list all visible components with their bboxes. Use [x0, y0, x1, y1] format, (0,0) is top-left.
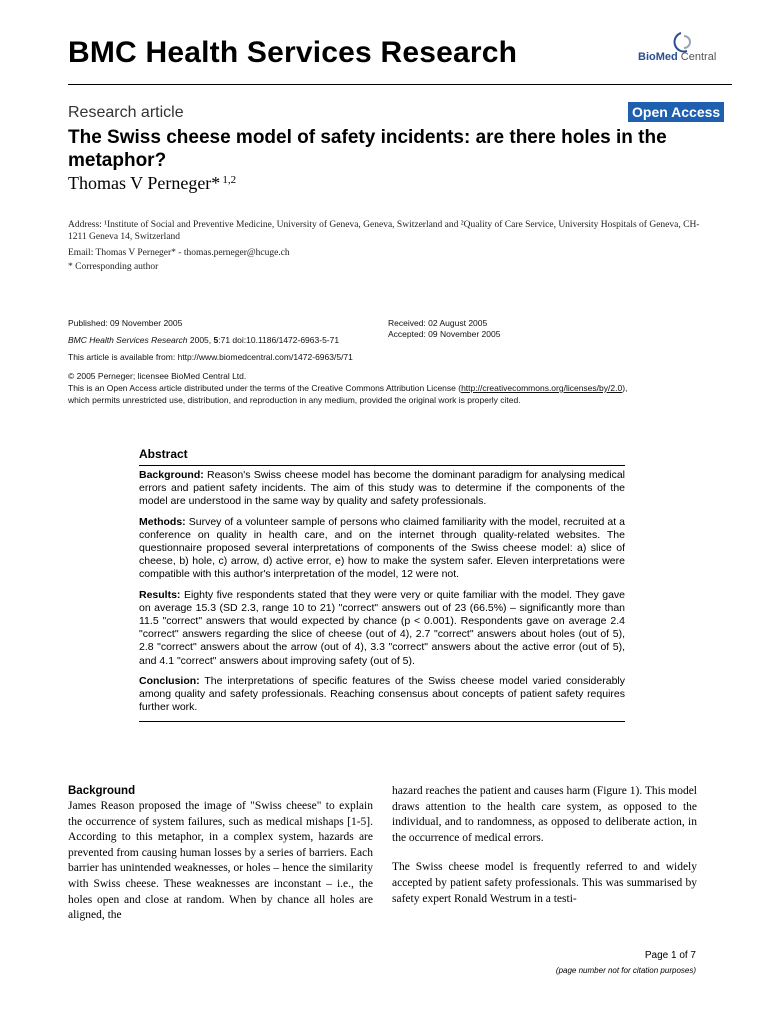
citation-year: 2005, — [187, 335, 214, 345]
citation-doi: :71 doi:10.1186/1472-6963-5-71 — [218, 335, 340, 345]
page-number: Page 1 of 7 — [644, 950, 696, 961]
abstract-background — [139, 469, 625, 509]
publisher-name-light: Central — [680, 51, 717, 63]
background-heading: Background — [68, 785, 136, 797]
open-access-badge: Open Access — [628, 102, 724, 122]
abstract-background-text: Reason's Swiss cheese model has become the dominant paradigm for analysing medical errors and patient safety incidents. The aim of this study was to determine if the components of the model are understood in the same way by quality and safety professionals. — [139, 469, 626, 508]
abstract-bottom-rule — [139, 721, 625, 722]
abstract-conclusion — [139, 675, 625, 715]
accepted-date: Accepted: 09 November 2005 — [388, 329, 501, 339]
body-paragraph: James Reason proposed the image of "Swiss cheese" to explain the occurrence of system failures, such as medical mishaps [1-5]. According to this metaphor, in a complex system, hazards are prevented from causing human losses by a series of barriers. Each barrier has unintended weaknesses, or holes – hence the similarity with Swiss cheese. These weaknesses are inconstant – i.e., the holes open and close at random. When by chance all holes are aligned, the — [68, 800, 373, 922]
body-left-column — [68, 784, 373, 932]
abstract-methods-label: Methods: — [139, 515, 186, 528]
license-link[interactable]: http://creativecommons.org/licenses/by/2.0 — [461, 383, 623, 393]
abstract-conclusion-text: The interpretations of specific features of the Swiss cheese model varied considerably among quality and safety professionals. Reaching consensus about concepts of patient safety requires further work. — [139, 674, 625, 714]
author-affiliation: 1,2 — [222, 174, 237, 186]
author-line — [68, 173, 236, 194]
article-type: Research article — [68, 104, 184, 121]
publisher-logo — [638, 30, 734, 70]
body-right-column — [392, 784, 697, 915]
published-date: Published: 09 November 2005 — [68, 318, 183, 328]
publisher-name-bold: BioMed — [638, 51, 678, 63]
abstract-heading: Abstract — [139, 447, 188, 461]
citation-line — [68, 334, 339, 346]
address-block — [68, 219, 708, 273]
abstract-methods-text: Survey of a volunteer sample of persons who claimed familiarity with the model, recruited at a conference on quality in health care, and on the internet through quality-related websites. The questionnaire proposed several interpretations of components of the Swiss cheese model: a) slice of cheese, b) hole, c) arrow, d) active error, e) how to make the system safer. Eleven interpretations were compatible with this author's interpretation of the model, 12 were not. — [139, 515, 626, 581]
abstract-top-rule — [139, 465, 625, 466]
publisher-name — [638, 51, 716, 63]
abstract-methods — [139, 516, 625, 582]
license-close: ), — [622, 383, 628, 393]
abstract-conclusion-label: Conclusion: — [139, 674, 200, 687]
copyright-line: © 2005 Perneger; licensee BioMed Central Ltd. — [68, 371, 247, 381]
body-paragraph: The Swiss cheese model is frequently referred to and widely accepted by patient safety professionals. This was summarised by safety expert Ronald Westrum in a testi- — [392, 861, 697, 905]
email-line[interactable]: Email: Thomas V Perneger* - thomas.perneger@hcuge.ch — [68, 248, 290, 258]
corresponding-note: * Corresponding author — [68, 262, 159, 272]
header-rule — [68, 84, 732, 85]
citation-journal: BMC Health Services Research — [68, 335, 188, 345]
abstract-section — [139, 447, 625, 725]
license-terms: which permits unrestricted use, distribution, and reproduction in any medium, provided the original work is properly cited. — [68, 395, 521, 405]
article-title: The Swiss cheese model of safety incidents: are there holes in the metaphor? — [68, 127, 667, 171]
abstract-results — [139, 589, 625, 668]
article-url[interactable]: This article is available from: http://www.biomedcentral.com/1472-6963/5/71 — [68, 352, 353, 362]
journal-title: BMC Health Services Research — [68, 36, 518, 69]
abstract-results-text: Eighty five respondents stated that they were very or quite familiar with the model. They gave on average 15.3 (SD 2.3, range 10 to 21) "correct" answers out of 23 (66.5%) – significantly more than 11.5 "correct" answers that would expected by chance (p < 0.001). Respondents gave on average 2.4 "correct" answers regarding the slice of cheese (out of 4), 2.7 "correct" answers about holes (out of 5), 2.8 "correct" answers about the arrow (out of 4), 3.3 "correct" answers about the active error (out of 5), and 4.1 "correct" answers about improving safety (out of 5). — [139, 588, 626, 667]
abstract-results-label: Results: — [139, 588, 181, 601]
address-line: Address: ¹Institute of Social and Preventive Medicine, University of Geneva, Geneva, Switzerland and ²Quality of Care Service, University Hospitals of Geneva, CH-1211 Geneva 14, Switzerland — [68, 220, 700, 242]
abstract-background-label: Background: — [139, 469, 204, 481]
page-number-note: (page number not for citation purposes) — [555, 966, 696, 975]
body-paragraph: hazard reaches the patient and causes harm (Figure 1). This model draws attention to the health care system, as opposed to the individual, and to randomness, as opposed to deliberate action, in the occurrence of medical errors. — [392, 785, 697, 844]
citation-volume: 5 — [213, 335, 219, 345]
license-intro: This is an Open Access article distributed under the terms of the Creative Commons Attribution License ( — [68, 383, 462, 393]
author-name: Thomas V Perneger* — [68, 173, 221, 193]
received-date: Received: 02 August 2005 — [388, 318, 488, 328]
license-text — [68, 382, 718, 406]
